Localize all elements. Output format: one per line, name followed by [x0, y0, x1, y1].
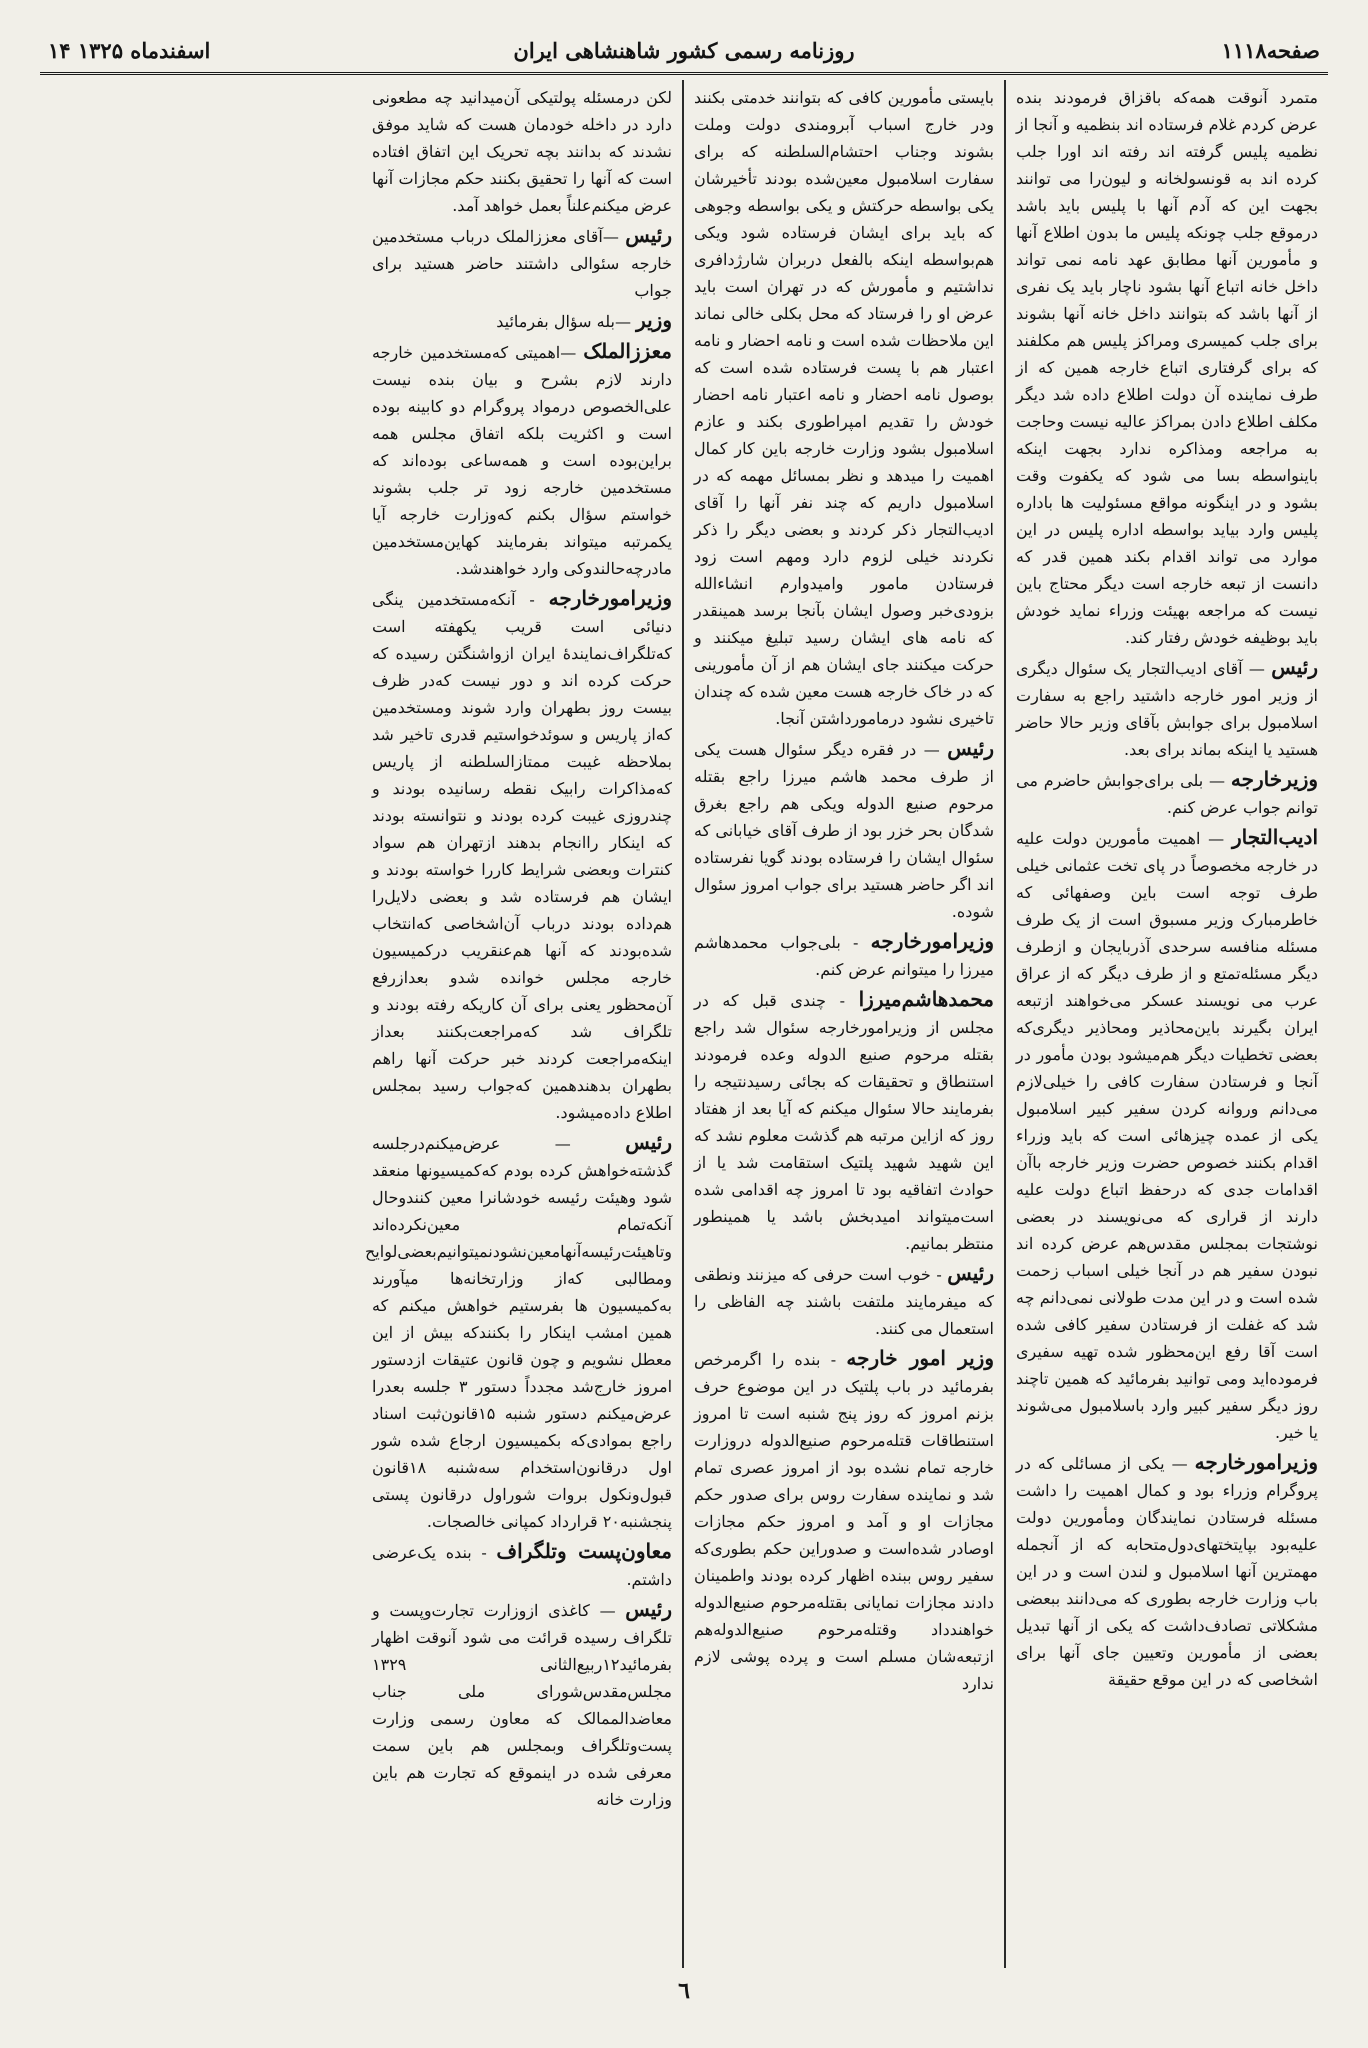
article-paragraph	[1016, 84, 1318, 651]
paragraph-text: - بنده را اگرمرخص بفرمائید در باب پلتیک در این موضوع حرف بزنم امروز که روز پنج شنبه است تا امروز استنطاقات قتله‌مرحوم صنیع‌الدوله دروزارت خارجه تمام نشده بود از امروز عصری تمام شد و نماینده سفارت روس برای صدور حکم مجازات او و آمد و امروز حکم مجازات اوصادر شده‌است و صدوراین حکم بطوری‌که سفیر روس ببنده اظهار کرده بودند واطمینان دادند مجازات نمایانی بقتله‌مرحوم صنیع‌الدوله خواهندداد وقتله‌مرحوم صنیع‌الدوله‌هم ازتبعه‌شان مسلم است و پرده پوشی لازم ندارد	[694, 1350, 994, 1693]
article-paragraph	[372, 1538, 672, 1593]
article-paragraph	[1016, 1449, 1318, 1693]
speaker-name: رئیس	[625, 223, 672, 247]
article-paragraph	[364, 1129, 673, 1535]
folio-number: ٦	[678, 1978, 690, 2004]
page-number: صفحه۱۱۱۸	[1221, 38, 1320, 63]
page-header	[40, 28, 1328, 75]
publication-title: روزنامه رسمی کشور شاهنشاهی ایران	[513, 38, 855, 63]
article-paragraph	[372, 84, 672, 219]
paragraph-text: —اهمیتی که‌مستخدمین خارجه دارند لازم بشرح و بیان بنده نیست علی‌الخصوص درمواد پروگرام دو کابینه بوده است و اکثریت بلکه اتفاق مجلس همه براین‌بوده است و همه‌ساعی بوده‌اند که مستخدمین خارجه زود تر جلب بشوند خواستم سؤال بکنم که‌وزارت خارجه آیا یکمرتبه میتواند بفرمایند کهاین‌مستخدمین مادرچه‌حالند‌وکی وارد خواهندشد.	[372, 343, 672, 578]
paragraph-text: — اهمیت مأمورین دولت علیه در خارجه مخصوصاً در پای تخت عثمانی خیلی طرف توجه است باین وصفهائی که خاطرمبارک وزیر مسبوق است از یک طرف مسئله منافسه سرحدی آذربایجان و ازطرف دیگر مسئله‌تمتع و از طرف دیگر که از عراق عرب می نویسند عسکر می‌خواهند ازتبعه ایران بگیرند باین‌محاذیر ومحاذیر دیگری‌که بعضی تخطیات دیگر هم‌میشود بودن مأمور در آنجا و فرستادن سفارت کافی را خیلی‌لازم می‌دانم وروانه کردن سفیر کبیر اسلامبول یکی از عمده چیزهائی است که باید وزراء اقدام بکنند خصوص حضرت وزیر خارجه باآن اقدامات جدی که درحفظ اتباع دولت علیه دارند از قراری که می‌نویسند در بعضی نوشتجات بمجلس مقدس‌هم عرض کرده اند نبودن سفیر هم در آنجا خیلی اسباب زحمت شده است و در این مدت طولانی نمی‌دانم چه شد که غفلت از فرستادن سفیر کافی شده است آقا رفع این‌محظور شده تهیه سفیری فرموده‌اید ومی توانید بفرمائید که همین تا‌چند روز دیگر سفیر کبیر وارد باسلامبول می‌شوند یا خیر.	[1016, 829, 1318, 1442]
paragraph-text: - خوب است حرفی که میزنند ونطقی که میفرمایند ملتفت باشند چه الفاظی را استعمال می کنند.	[694, 1265, 994, 1338]
speaker-name: معاون‌پست وتلگراف	[496, 1539, 672, 1563]
speaker-name: وزیرخارجه	[1230, 767, 1319, 791]
paragraph-text: —آقای معززالملک درباب مستخدمین خارجه سئوالی داشتند حاضر هستید برای جواب	[372, 227, 672, 300]
article-paragraph	[1016, 766, 1318, 821]
speaker-name: وزیر	[636, 308, 672, 332]
speaker-name: وزیرامورخارجه	[548, 586, 672, 610]
paragraph-text: — آقای ادیب‌التجار یک سئوال دیگری از وزیر امور خارجه داشتید راجع به سفارت اسلامبول برای جوابش بآقای وزیر حالا حاضر هستید یا اینکه بماند برای بعد.	[1016, 659, 1318, 759]
speaker-name: رئیس	[1271, 655, 1319, 679]
column-1	[1006, 80, 1328, 1968]
speaker-name: وزیر امور خارجه	[846, 1346, 994, 1370]
column-3	[362, 80, 684, 1968]
speaker-name: وزیرامورخارجه	[1194, 1450, 1318, 1474]
paragraph-text: بایستی مأمورین کافی که بتوانند خدمتی بکنند ودر خارج اسباب آبرومندی دولت وملت بشوند وجناب احتشام‌السلطنه که برای سفارت اسلامبول معین‌شده بودند تأخیرشان یکی بواسطه حرکتش و یکی بواسطه وجوهی که باید برای ایشان فرستاده شود ویکی هم‌بواسطه اینکه بالفعل دربران شارژدافری نداشتیم و مأمورش که در تهران است باید عرض او را فرستاد که محل بکلی خالی نماند این ملاحظات شده است و نامه احضار و نامه اعتبار هم با پست فرستاده شده است که بوصول نامه احضار و نامه اعتبار نامه احضار خودش را تقدیم امپراطوری بکند و عازم اسلامبول بشود وزارت خارجه باین کار کمال اهمیت را میدهد و نظر بمسائل مهمه که در اسلامبول داریم که چند نفر آنها را آقای ادیب‌التجار ذکر کردند و بعضی دیگر را ذکر نکردند خیلی لزوم دارد ومهم است زود فرستادن مامور وامیدوارم انشاءالله بزودی‌خبر وصول ایشان بآنجا برسد همینقدر که نامه های ایشان رسید تبلیغ میکنند و حرکت میکنند جای ایشان هم از آن مأمورینی که در خاک خارجه هست معین شده که چندان تاخیری نشود درمامورداشتن آنجا.	[694, 88, 994, 728]
paragraph-text: - بلی‌جواب محمدهاشم میرزا را میتوانم عرض کنم.	[694, 933, 994, 979]
article-paragraph	[372, 1596, 672, 1813]
article-paragraph	[372, 222, 672, 304]
paragraph-text: — در فقره دیگر سئوال هست یکی از طرف محمد هاشم میرزا راجع بقتله مرحوم صنیع الدوله ویکی هم راجع بغرق شدگان بحر خزر بود از طرف آقای خیابانی که سئوال ایشان را فرستاده بودند گویا نفرستاده اند اگر حاضر هستید برای جواب امروز سئوال شوده.	[694, 740, 994, 921]
column-2	[684, 80, 1006, 1968]
speaker-name: وزیرامورخارجه	[870, 929, 994, 953]
paragraph-text: لکن درمسئله پولتیکی آن‌میدانید چه مطعونی دارد در داخله خودمان هست که شاید موفق نشدند که بدانند بچه تحریک این اتفاق افتاده است که آنها را تحقیق بکنند حکم مجازات آنها عرض میکنم‌علناً بعمل خواهد آمد.	[372, 88, 672, 215]
article-paragraph	[694, 1345, 994, 1697]
paragraph-text: - چندی قبل که در مجلس از وزیرامورخارجه سئوال شد راجع بقتله مرحوم صنیع الدوله وعده فرمودند استنطاق و تحقیقات که بجائی رسیدنتیجه را بفرمایند حالا سئوال میکنم که آیا بعد از هفتاد روز که ازاین مرتبه هم گذشت معلوم نشد که این شهید شهید پلتیک استقامت شد یا از حوادث اتفاقیه بود تا امروز چه اقدامی شده است‌میتواند امیدبخش باشد یا همینطور منتظر بمانیم.	[694, 991, 994, 1253]
article-paragraph	[1016, 654, 1318, 763]
text-columns	[40, 80, 1328, 1968]
paragraph-text: — بلی برای‌جوابش حاضرم می توانم جواب عرض کنم.	[1016, 771, 1318, 817]
paragraph-text: متمرد آنوقت همه‌که باقزاق فرمودند بنده عرض کردم غلام فرستاده اند بنظمیه و آنجا از نظمیه پلیس گرفته اند رفته اند اورا جلب کرده اند به قونسولخانه و لیون‌را می توانند بجهت این که آدم آنها با پلیس باید باشد درموقع جلب چونکه پلیس ما بدون اطلاع آنها و مأمورین آنها مطابق عهد نامه نمی تواند داخل خانه اتباع آنها بشود ناچار باید یک نفری از آنها باشد که بتوانند داخل خانه آنها بشوند برای جلب کمیسری ومراکز پلیس هم مکلفند که برای گرفتاری اتباع خارجه همین که از طرف نماینده آن دولت اطلاع داده شد دیگر مکلف اطلاع دادن بمراکز عالیه نیست وحاجت به مراجعه ومذاکره ندارد بجهت اینکه باینواسطه بسا می شود که یکفوت وقت بشود و در اینگونه مواقع مسئولیت ها باداره پلیس وارد بیاید بواسطه اداره پلیس در این موارد می تواند اقدام بکند همین قدر که دانست از تبعه خارجه است دیگر محتاج باین نیست که مراجعه بهیئت وزراء نماید خودش باید بوظیفه خودش رفتار کند.	[1016, 88, 1318, 647]
paragraph-text: - بنده یک‌عرضی داشتم.	[372, 1543, 672, 1589]
article-paragraph	[1016, 824, 1318, 1446]
article-paragraph	[372, 585, 672, 1126]
article-paragraph	[694, 928, 994, 983]
paragraph-text: — کاغذی ازوزارت تجارت‌وپست و تلگراف رسیده قرائت می شود آنوقت اظهار بفرمائید۱۲ربیع‌الثانی ۱۳۲۹ مجلس‌مقدس‌شورای ملی جناب معاضدالممالک که معاون رسمی وزارت پست‌وتلگراف وبمجلس هم باین سمت معرفی شده در اینموقع که تجارت هم باین وزارت خانه	[372, 1601, 672, 1809]
speaker-name: رئیس	[947, 1261, 994, 1285]
article-paragraph	[694, 735, 994, 925]
speaker-name: معززالملک	[583, 339, 672, 363]
speaker-name: محمدهاشم‌میرزا	[858, 987, 995, 1011]
speaker-name: رئیس	[947, 736, 994, 760]
paragraph-text: — عرض‌میکنم‌درجلسه گذشته‌خواهش کرده بودم که‌کمیسیونها منعقد شود وهیئت رئیسه خودشانرا معین کنندو‌حال آنکه‌تمام معین‌نکرده‌اند وتاهیئت‌رئیسه‌آنهامعین‌نشود‌نمیتوانیم‌بعضی‌لوایح ومطالبی که‌از وزارتخانه‌ها میآورند به‌کمیسیون ها بفرستیم خواهش میکنم که همین امشب اینکار را بکنندکه بیش از این معطل نشویم و چون قانون عتیقات ازدستور امروز خارج‌شد مجدداً دستور ۳ جلسه بعدرا عرض‌میکنم دستور شنبه ۱۵قانون‌ثبت اسناد راجع بموادی‌که بکمیسیون ارجاع شده شور اول درقانون‌استخدام سه‌شنبه ۱۸قانون قبول‌و‌نکول بروات شوراول درقانون پستی پنجشنبه۲۰ قرارداد کمپانی خالصجات.	[364, 1134, 673, 1531]
article-paragraph	[372, 338, 672, 582]
article-paragraph	[372, 307, 672, 335]
speaker-name: رئیس	[625, 1130, 672, 1154]
article-paragraph	[694, 986, 994, 1257]
article-paragraph	[694, 84, 994, 732]
paragraph-text: — یکی از مسائلی که در پروگرام وزراء بود و کمال اهمیت را داشت مسئله فرستادن نمایندگان ومأمورین دولت علیه‌بود بپایتختهای‌دول‌متحابه که از آنجمله مهمترین آنها اسلامبول و لندن است و در این باب وزارت خارجه بطوری که می‌دانند ببعضی مشکلاتی تصادف‌داشت که یکی از آنها تبدیل بعضی از مأمورین وتعیین جای آنها برای اشخاصی که در این موقع حقیقة	[1016, 1454, 1318, 1689]
article-paragraph	[694, 1260, 994, 1342]
newspaper-page	[40, 28, 1328, 2018]
issue-date: ۱۴ اسفندماه ۱۳۲۵	[48, 38, 211, 63]
speaker-name: رئیس	[625, 1597, 672, 1621]
speaker-name: ادیب‌التجار	[1231, 825, 1318, 849]
paragraph-text: - آنکه‌مستخدمین ینگی دنیائی است قریب یکهفته است که‌تلگراف‌نمایندۀ ایران ازواشنگتن رسیده که حرکت کرده اند و دور نیست که‌در ظرف بیست روز بطهران وارد شوند ومستخدمین که‌از پاریس و سوئدخواستیم قدری تاخیر شد بملاحظه غیبت ممتازالسلطنه از پاریس که‌مذاکرات رابیک نقطه رسانیده بودند و چندروزی غیبت کرده بودند و نتوانسته بودند که اینکار راانجام بدهند ازتهران هم سواد کنترات وبعضی شرایط کاررا خواسته بودند و ایشان هم فرستاده شد و بعضی دلایل‌را هم‌داده بودند درباب آن‌اشخاصی که‌انتخاب شده‌بودند که آنها هم‌عنقریب درکمیسیون خارجه مجلس خوانده شدو بعدازرفع آن‌محظور یعنی برای آن کاریکه رفته بودند و تلگراف شد که‌مراجعت‌بکنند بعداز اینکه‌مراجعت کردند خبر حرکت آنها راهم بطهران بدهندهمین که‌جواب رسید بمجلس اطلاع داده‌میشود.	[372, 590, 672, 1122]
paragraph-text: —بله سؤال بفرمائید	[496, 312, 631, 331]
